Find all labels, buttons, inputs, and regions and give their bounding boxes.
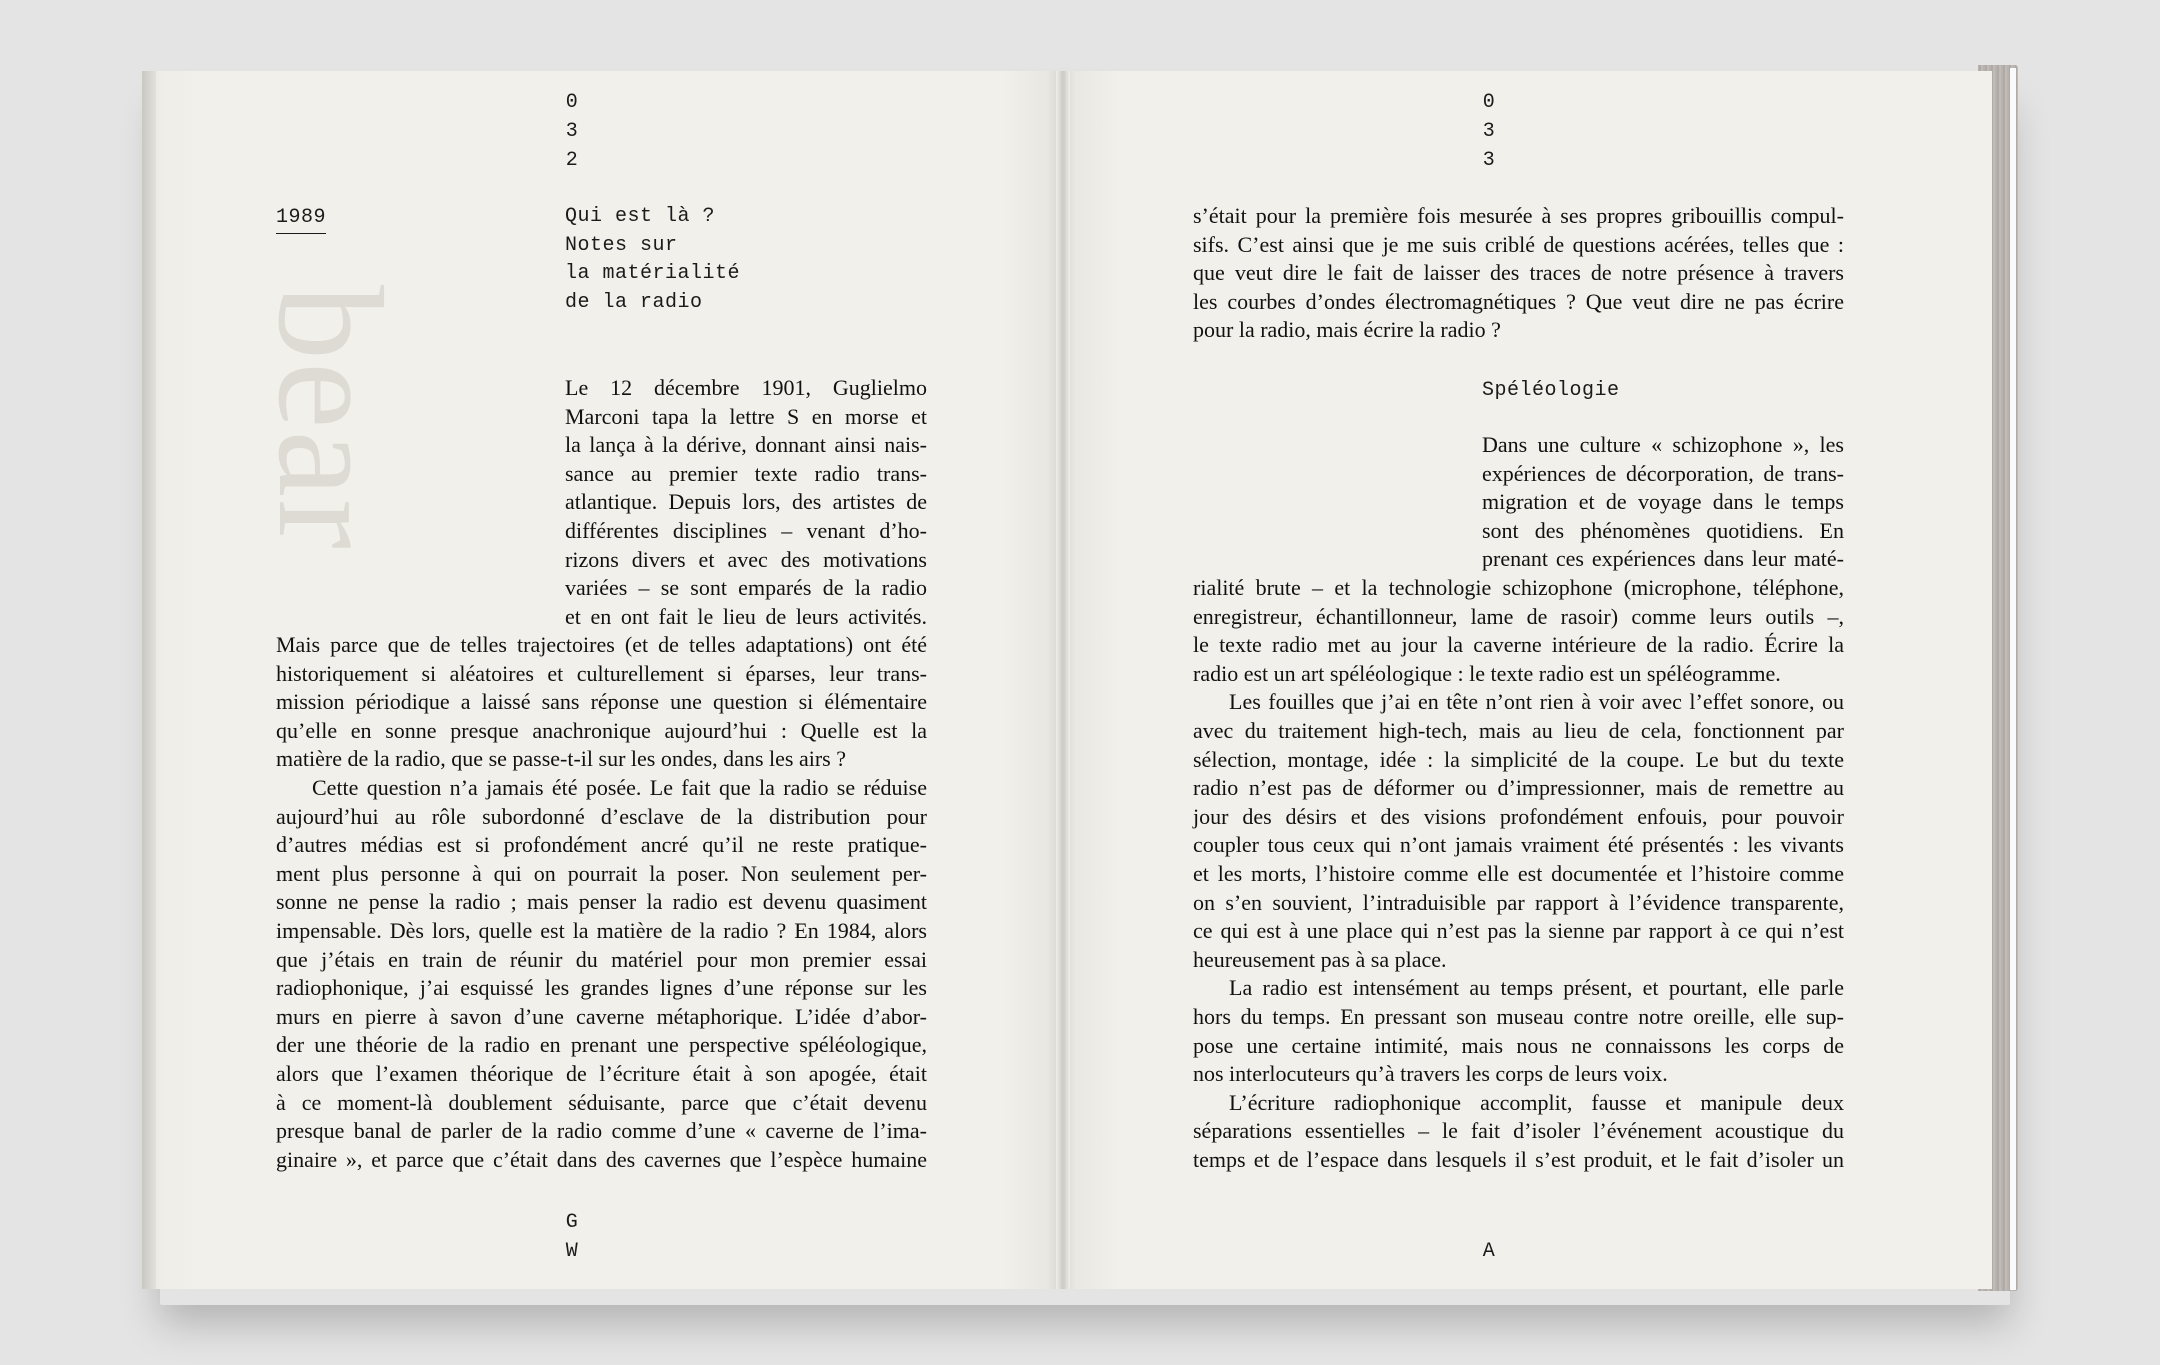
text-line: sance au premier texte radio trans- bbox=[565, 460, 927, 486]
text-line: heureusement pas à sa place. bbox=[1193, 946, 1447, 972]
ghost-word: bear bbox=[247, 284, 413, 552]
section-intro bbox=[1482, 431, 1844, 574]
text-line: presque banal de parler de la radio comme d’une « caverne de l’ima- bbox=[276, 1118, 927, 1144]
text-line: prenant ces expériences dans leur maté- bbox=[1482, 546, 1844, 572]
text-line: variées – se sont emparés de la radio bbox=[565, 575, 927, 601]
text-line: radiophonique, j’ai esquissé les grandes lignes d’une réponse sur les bbox=[276, 975, 927, 1001]
page-digit: 0 bbox=[565, 91, 579, 114]
title-line: la matérialité bbox=[565, 262, 741, 286]
text-line: coupler tous ceux qui n’ont jamais vraiment été présentés : les vivants bbox=[1193, 832, 1844, 858]
text-line: pour la radio, mais écrire la radio ? bbox=[1193, 317, 1501, 343]
text-line: radio n’est pas de déformer ou d’impressionner, mais de remettre au bbox=[1193, 775, 1844, 801]
text-line: La radio est intensément au temps présent, et pourtant, elle parle bbox=[1229, 975, 1844, 1001]
text-line: et les morts, l’histoire comme elle est documentée et l’histoire comme bbox=[1193, 860, 1844, 886]
text-line: der une théorie de la radio en prenant une perspective spéléologique, bbox=[276, 1032, 927, 1058]
text-line: Marconi tapa la lettre S en morse et bbox=[565, 403, 927, 429]
left-page-number bbox=[557, 88, 587, 175]
text-line: rizons divers et avec des motivations bbox=[565, 546, 927, 572]
footer-letter: W bbox=[565, 1240, 579, 1263]
text-line: impensable. Dès lors, quelle est la matière de la radio ? En 1984, alors bbox=[276, 917, 927, 943]
text-line: murs en pierre à savon d’une caverne métaphorique. L’idée d’abor- bbox=[276, 1003, 927, 1029]
text-line: d’autres médias est si profondément ancré qu’il ne reste pratique- bbox=[276, 832, 927, 858]
cover-edge bbox=[2010, 68, 2016, 1290]
text-line: les courbes d’ondes électromagnétiques ? Que veut dire ne pas écrire bbox=[1193, 288, 1844, 314]
text-line: alors que l’examen théorique de l’écriture était à son apogée, était bbox=[276, 1060, 927, 1086]
text-line: atlantique. Depuis lors, des artistes de bbox=[565, 489, 927, 515]
text-line: Cette question n’a jamais été posée. Le fait que la radio se réduise bbox=[312, 774, 927, 800]
page-digit: 0 bbox=[1482, 91, 1496, 114]
text-line: temps et de l’espace dans lesquels il s’est produit, et le fait d’isoler un bbox=[1193, 1146, 1844, 1172]
text-line: que veut dire le fait de laisser des traces de notre présence à travers bbox=[1193, 260, 1844, 286]
text-line: Dans une culture « schizophone », les bbox=[1482, 432, 1844, 457]
right-body-text bbox=[1193, 574, 1844, 1174]
text-line: la lança à la dérive, donnant ainsi nais- bbox=[565, 432, 927, 458]
text-line: à ce moment-là doublement séduisante, parce que c’était devenu bbox=[276, 1089, 927, 1115]
title-line: Notes sur bbox=[565, 233, 678, 257]
text-line: différentes disciplines – venant d’ho- bbox=[565, 517, 927, 543]
footer-letter: A bbox=[1482, 1240, 1496, 1263]
text-line: expériences de décorporation, de trans- bbox=[1482, 460, 1844, 486]
section-heading: Spéléologie bbox=[1482, 379, 1620, 402]
chapter-title bbox=[565, 203, 865, 317]
text-line: rialité brute – et la technologie schizophone (microphone, téléphone, bbox=[1193, 575, 1844, 600]
text-line: sonne ne pense la radio ; mais penser la radio est devenu quasiment bbox=[276, 889, 927, 915]
text-line: radio est un art spéléologique : le texte radio est un spéléogramme. bbox=[1193, 660, 1781, 686]
text-line: pose une certaine intimité, mais nous ne connaissons les corps de bbox=[1193, 1032, 1844, 1058]
text-line: mission périodique a laissé sans réponse une question si élémentaire bbox=[276, 689, 927, 715]
text-line: migration et de voyage dans le temps bbox=[1482, 489, 1844, 515]
right-page-number bbox=[1474, 88, 1504, 175]
text-line: et en ont fait le lieu de leurs activités. bbox=[565, 603, 927, 629]
opening-paragraph bbox=[565, 374, 927, 631]
text-line: Mais parce que de telles trajectoires (et de telles adaptations) ont été bbox=[276, 632, 927, 657]
text-line: L’écriture radiophonique accomplit, fausse et manipule deux bbox=[1229, 1089, 1844, 1115]
right-top-text bbox=[1193, 202, 1844, 345]
text-line: ment plus personne à qui on pourrait la poser. Non seulement per- bbox=[276, 860, 927, 886]
title-line: de la radio bbox=[565, 290, 703, 314]
page-digit: 2 bbox=[565, 149, 579, 172]
text-line: que j’étais en train de réunir du matériel pour mon premier essai bbox=[276, 946, 927, 972]
book-gutter bbox=[1056, 71, 1070, 1289]
page-digit: 3 bbox=[1482, 120, 1496, 143]
text-line: jour des désirs et des visions profondément enfouis, pour pouvoir bbox=[1193, 803, 1844, 829]
right-footer-letters bbox=[1474, 1237, 1504, 1266]
text-line: on s’en souvient, l’intraduisible par rapport à l’évidence transparente, bbox=[1193, 889, 1844, 915]
text-line: hors du temps. En pressant son museau contre notre oreille, elle sup- bbox=[1193, 1003, 1844, 1029]
page-digit: 3 bbox=[565, 120, 579, 143]
text-line: ginaire », et parce que c’était dans des cavernes que l’espèce humaine bbox=[276, 1146, 927, 1172]
text-line: aujourd’hui au rôle subordonné d’esclave de la distribution pour bbox=[276, 803, 927, 829]
page-digit: 3 bbox=[1482, 149, 1496, 172]
left-cover-edge bbox=[142, 71, 156, 1289]
text-line: sélection, montage, idée : la simplicité de la coupe. Le but du texte bbox=[1193, 746, 1844, 772]
text-line: Les fouilles que j’ai en tête n’ont rien à voir avec l’effet sonore, ou bbox=[1229, 689, 1844, 715]
text-line: historiquement si aléatoires et culturellement si éparses, leur trans- bbox=[276, 660, 927, 686]
title-line: Qui est là ? bbox=[565, 205, 716, 228]
left-body-text bbox=[276, 631, 927, 1174]
text-line: séparations essentielles – le fait d’isoler l’événement acoustique du bbox=[1193, 1118, 1844, 1144]
left-footer-letters bbox=[557, 1208, 587, 1266]
text-line: s’était pour la première fois mesurée à ses propres gribouillis compul- bbox=[1193, 203, 1844, 228]
text-line: le texte radio met au jour la caverne intérieure de la radio. Écrire la bbox=[1193, 632, 1844, 658]
text-line: sont des phénomènes quotidiens. En bbox=[1482, 517, 1844, 543]
text-line: matière de la radio, que se passe-t-il sur les ondes, dans les airs ? bbox=[276, 746, 846, 772]
text-line: ce qui est à une place qui n’est pas la sienne par rapport à ce qui n’est bbox=[1193, 918, 1844, 944]
footer-letter: G bbox=[565, 1211, 579, 1234]
text-line: enregistreur, échantillonneur, lame de rasoir) comme leurs outils –, bbox=[1193, 603, 1844, 629]
text-line: nos interlocuteurs qu’à travers les corps de leurs voix. bbox=[1193, 1061, 1668, 1087]
text-line: avec du traitement high-tech, mais au lieu de cela, fonctionnent par bbox=[1193, 717, 1844, 743]
text-line: sifs. C’est ainsi que je me suis criblé de questions acérées, telles que : bbox=[1193, 231, 1844, 257]
text-line: Le 12 décembre 1901, Guglielmo bbox=[565, 375, 927, 400]
year-label: 1989 bbox=[276, 203, 326, 234]
text-line: qu’elle en sonne presque anachronique aujourd’hui : Quelle est la bbox=[276, 717, 927, 743]
